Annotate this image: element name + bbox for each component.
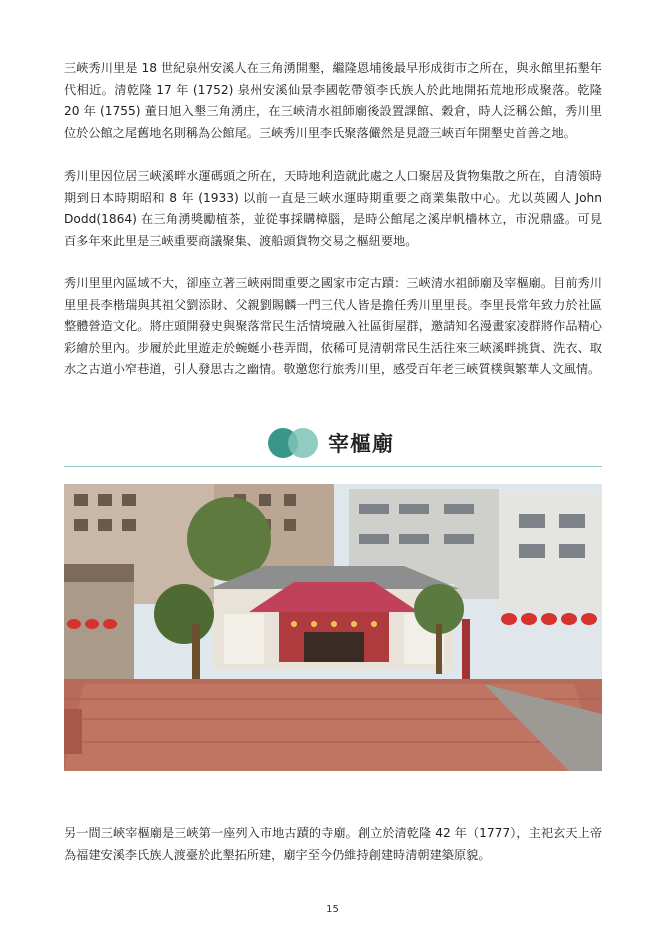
paragraph-trade: 秀川里因位居三峽溪畔水運碼頭之所在，天時地利造就此處之人口聚居及貨物集散之所在，自清領時期到日本時期昭和 8 年 (1933) 以前一直是三峽水運時期重要之商業集散中心。尤以英國人 John Dodd(1864) 在三角湧獎勵植茶，並從事採購樟腦，是時公館尾之溪岸帆檣林立，市況鼎盛。可見百多年來此里是三峽重要商議聚集、渡船頭貨物交易之樞紐要地。 <box>64 169 602 248</box>
section-divider <box>64 466 602 467</box>
section-title: 宰樞廟 <box>328 432 394 456</box>
temple-photo <box>64 484 602 771</box>
circle-light-icon <box>288 428 318 458</box>
page-number: 15 <box>326 904 339 915</box>
section-circles-icon <box>268 428 320 458</box>
section-heading <box>0 426 665 460</box>
paragraph-history: 三峽秀川里是 18 世紀泉州安溪人在三角湧開墾，繼隆恩埔後最早形成街市之所在，與永館里拓墾年代相近。清乾隆 17 年 (1752) 泉州安溪仙景李國乾帶領李氏族人於此地開拓荒地形成聚落。乾隆 20 年 (1755) 董日旭入墾三角湧庄，在三峽清水祖師廟後設置課館、穀倉，時人泛稱公館，秀川里位於公館之尾舊地名則稱為公館尾。三峽秀川里李氏聚落儼然是見證三峽百年開墾史首善之地。 <box>64 61 602 140</box>
paragraph-temple: 另一間三峽宰樞廟是三峽第一座列入市地古蹟的寺廟。創立於清乾隆 42 年（1777），主祀玄天上帝為福建安溪李氏族人渡臺於此墾拓所建，廟宇至今仍維持創建時清朝建築原貌。 <box>64 826 602 862</box>
paragraph-community: 秀川里里內區域不大，卻座立著三峽兩間重要之國家市定古蹟：三峽清水祖師廟及宰樞廟。目前秀川里里長李楷瑞與其祖父劉添財、父親劉賜麟一門三代人皆是擔任秀川里里長。李里長常年致力於社區整體營造文化。將庄頭開發史與聚落常民生活情境融入社區街屋群，邀請知名漫畫家凌群將作品精心彩繪於里內。步履於此里遊走於蜿蜒小巷弄間，依稀可見清朝常民生活往來三峽溪畔挑貨、洗衣、取水之古道小窄巷道，引人發思古之幽情。敬邀您行旅秀川里，感受百年老三峽質樸與繁華人文風情。 <box>64 276 602 376</box>
